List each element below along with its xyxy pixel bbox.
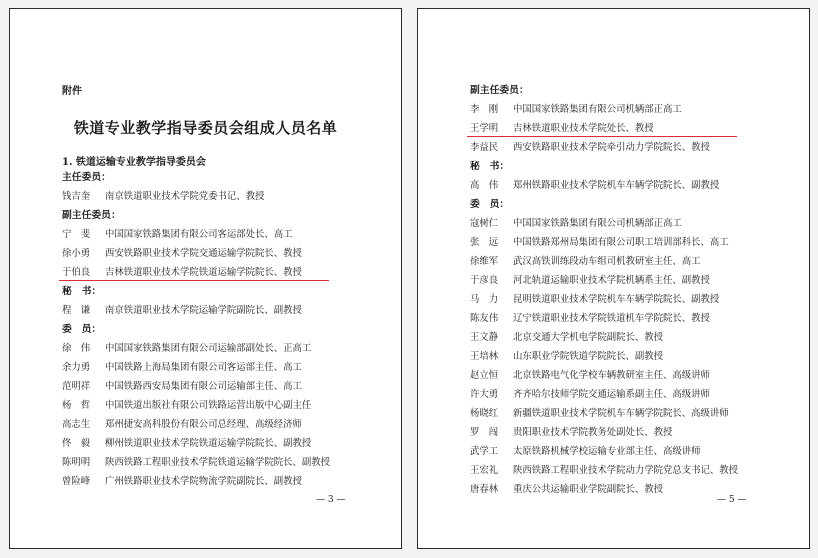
member-title: 山东职业学院铁道学院院长、副教授 xyxy=(513,351,664,362)
role-heading: 秘 书： xyxy=(62,286,102,297)
member-row xyxy=(470,271,738,290)
member-title: 中国铁道出版社有限公司铁路运营出版中心副主任 xyxy=(105,400,312,411)
page-number-left: — 3 — xyxy=(316,495,346,505)
member-row xyxy=(62,472,330,491)
member-row xyxy=(62,225,330,244)
member-title: 广州铁路职业技术学院物流学院副院长、副教授 xyxy=(105,476,302,487)
member-row xyxy=(470,442,738,461)
member-row xyxy=(62,244,330,263)
member-row xyxy=(470,214,738,233)
member-title: 郑州铁路职业技术学院机车车辆学院院长、副教授 xyxy=(513,180,720,191)
member-title: 贵阳职业技术学院教务处副处长、教授 xyxy=(513,427,673,438)
member-name: 张 远 xyxy=(470,237,499,248)
section-heading: 1. 铁道运输专业教学指导委员会 xyxy=(62,157,206,168)
member-row xyxy=(470,138,738,157)
member-title: 重庆公共运输职业学院副院长、教授 xyxy=(513,484,664,495)
member-row xyxy=(470,328,738,347)
member-title: 陕西铁路工程职业技术学院动力学院党总支书记、教授 xyxy=(513,465,739,476)
document-title: 铁道专业教学指导委员会组成人员名单 xyxy=(73,119,338,137)
member-row xyxy=(470,461,738,480)
member-name: 高志生 xyxy=(62,419,91,430)
member-row xyxy=(470,100,738,119)
member-name: 徐 伟 xyxy=(62,343,91,354)
member-title: 中国国家铁路集团有限公司机辆部正高工 xyxy=(513,218,682,229)
role-heading: 主任委员： xyxy=(62,172,111,183)
member-title: 中国国家铁路集团有限公司机辆部正高工 xyxy=(513,104,682,115)
page-number-right: — 5 — xyxy=(717,495,747,505)
member-name: 于彦良 xyxy=(470,275,499,286)
member-row xyxy=(470,309,738,328)
member-title: 北京交通大学机电学院副院长、教授 xyxy=(513,332,664,343)
member-name: 寇树仁 xyxy=(470,218,499,229)
member-name: 李益民 xyxy=(470,142,499,153)
member-row xyxy=(62,415,330,434)
member-title: 中国铁路西安局集团有限公司运输部主任、高工 xyxy=(105,381,302,392)
member-title: 中国铁路郑州局集团有限公司职工培训部科长、高工 xyxy=(513,237,729,248)
member-row xyxy=(62,301,330,320)
member-name: 罗 闯 xyxy=(470,427,499,438)
member-name: 陈友伟 xyxy=(470,313,499,324)
left-page xyxy=(9,8,402,549)
member-name: 高 伟 xyxy=(470,180,499,191)
member-row xyxy=(470,347,738,366)
member-name: 唐春林 xyxy=(470,484,499,495)
member-title: 北京铁路电气化学校车辆教研室主任、高级讲师 xyxy=(513,370,710,381)
member-name: 范明祥 xyxy=(62,381,91,392)
member-title: 昆明铁道职业技术学院机车车辆学院院长、副教授 xyxy=(513,294,720,305)
member-row xyxy=(470,366,738,385)
member-title: 武汉高铁训练段动车组司机教研室主任、高工 xyxy=(513,256,701,267)
member-row xyxy=(470,119,738,138)
member-title: 柳州铁道职业技术学院铁道运输学院院长、副教授 xyxy=(105,438,312,449)
role-heading: 副主任委员： xyxy=(470,85,529,96)
member-name: 陈明明 xyxy=(62,457,91,468)
member-row xyxy=(62,263,330,282)
member-name: 王文静 xyxy=(470,332,499,343)
member-list-left xyxy=(62,168,330,491)
member-title: 郑州捷安高科股份有限公司总经理、高级经济师 xyxy=(105,419,302,430)
member-row xyxy=(470,404,738,423)
member-row xyxy=(470,480,738,499)
member-title: 中国国家铁路集团有限公司客运部处长、高工 xyxy=(105,229,293,240)
member-title: 南京铁道职业技术学院党委书记、教授 xyxy=(105,191,265,202)
member-row xyxy=(62,396,330,415)
member-title: 辽宁铁道职业技术学院铁道机车学院院长、教授 xyxy=(513,313,710,324)
member-row xyxy=(62,187,330,206)
role-heading: 副主任委员： xyxy=(62,210,121,221)
member-name: 杨 哲 xyxy=(62,400,91,411)
member-name: 徐维军 xyxy=(470,256,499,267)
member-title: 新疆铁道职业技术学院机车车辆学院院长、高级讲师 xyxy=(513,408,729,419)
role-heading: 秘 书： xyxy=(470,161,510,172)
member-name: 宁 斐 xyxy=(62,229,91,240)
member-row xyxy=(470,423,738,442)
member-name: 李 刚 xyxy=(470,104,499,115)
member-name: 徐小勇 xyxy=(62,248,91,259)
member-title: 南京铁道职业技术学院运输学院副院长、副教授 xyxy=(105,305,302,316)
member-row xyxy=(62,434,330,453)
member-row xyxy=(470,233,738,252)
member-row xyxy=(62,339,330,358)
member-row xyxy=(470,252,738,271)
member-title: 中国国家铁路集团有限公司运输部副处长、正高工 xyxy=(105,343,312,354)
member-title: 吉林铁道职业技术学院铁道运输学院院长、教授 xyxy=(105,267,302,278)
member-list-right xyxy=(470,81,738,499)
member-name: 王宏礼 xyxy=(470,465,499,476)
member-row xyxy=(470,385,738,404)
member-title: 太原铁路机械学校运输专业部主任、高级讲师 xyxy=(513,446,701,457)
member-title: 陕西铁路工程职业技术学院铁道运输学院院长、副教授 xyxy=(105,457,331,468)
member-name: 王培林 xyxy=(470,351,499,362)
member-name: 马 力 xyxy=(470,294,499,305)
role-heading: 委 员： xyxy=(470,199,510,210)
member-row xyxy=(62,377,330,396)
member-name: 曾险峰 xyxy=(62,476,91,487)
member-name: 王学明 xyxy=(470,123,499,134)
member-title: 西安铁路职业技术学院牵引动力学院院长、教授 xyxy=(513,142,710,153)
member-name: 程 谦 xyxy=(62,305,91,316)
attachment-label: 附件 xyxy=(62,86,82,97)
member-name: 钱吉奎 xyxy=(62,191,91,202)
member-row xyxy=(62,358,330,377)
member-name: 佟 毅 xyxy=(62,438,91,449)
member-row xyxy=(470,290,738,309)
member-title: 中国铁路上海局集团有限公司客运部主任、高工 xyxy=(105,362,302,373)
member-name: 赵立恒 xyxy=(470,370,499,381)
member-title: 吉林铁道职业技术学院处长、教授 xyxy=(513,123,654,134)
member-name: 许大勇 xyxy=(470,389,499,400)
member-name: 于伯良 xyxy=(62,267,91,278)
member-name: 杨晓红 xyxy=(470,408,499,419)
member-name: 余力勇 xyxy=(62,362,91,373)
member-row xyxy=(62,453,330,472)
member-name: 武学工 xyxy=(470,446,499,457)
member-row xyxy=(470,176,738,195)
member-title: 西安铁路职业技术学院交通运输学院院长、教授 xyxy=(105,248,302,259)
member-title: 齐齐哈尔技师学院交通运输系副主任、高级讲师 xyxy=(513,389,710,400)
right-page xyxy=(417,8,810,549)
member-title: 河北轨道运输职业技术学院机辆系主任、副教授 xyxy=(513,275,710,286)
role-heading: 委 员： xyxy=(62,324,102,335)
